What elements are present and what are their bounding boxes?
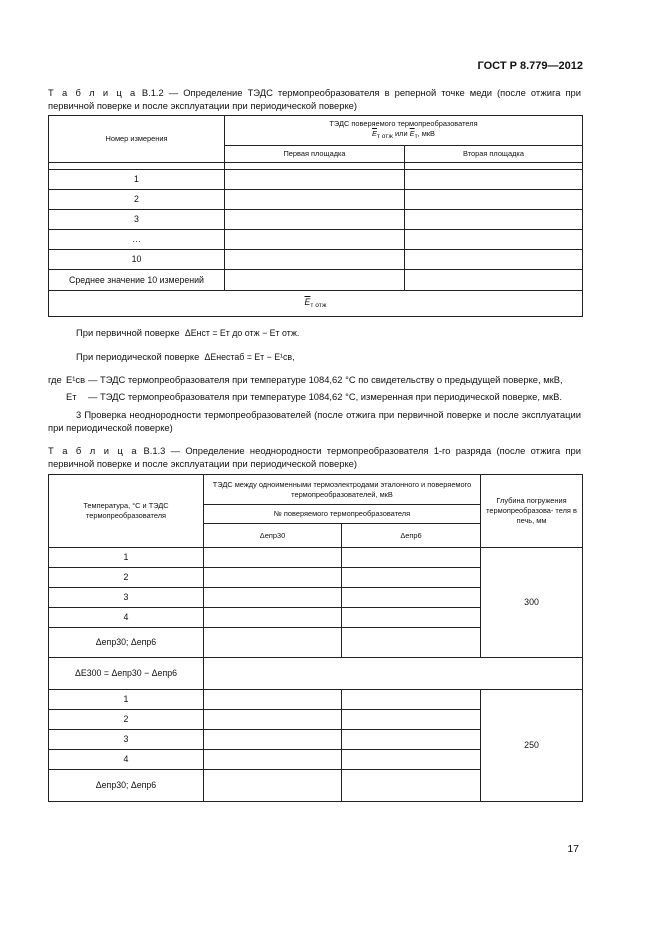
col-pr30-header: Δeпр30 <box>204 524 342 548</box>
caption-prefix: Т а б л и ц а <box>48 87 137 98</box>
table-row-label: Среднее значение 10 измерений <box>49 270 225 291</box>
table-row-label: 1 <box>49 548 204 568</box>
primary-formula: ΔEнст = Eт до отж − Eт отж. <box>184 328 300 338</box>
table-b12 <box>48 115 583 317</box>
table-row-label: 1 <box>49 170 225 190</box>
table-row-label: … <box>49 230 225 250</box>
table-row-label: 4 <box>49 750 204 770</box>
primary-formula-line: При первичной поверке ΔEнст = Eт до отж − Eт отж. <box>76 327 300 338</box>
col-tedc-title: ТЭДС поверяемого термопреобразователя <box>329 119 478 128</box>
caption-text: В.1.3 — Определение неоднородности термопреобразователя 1-го разряда (после отжига при первичной поверке и после эксплуатации при периодической поверке) <box>48 445 582 469</box>
table-row-label: 4 <box>49 608 204 628</box>
where-symbol-1: E¹св <box>66 374 86 385</box>
delta-row-label: ΔE300 = Δeпр30 − Δeпр6 <box>49 658 204 690</box>
depth-value-1: 300 <box>481 548 583 658</box>
depth-value-2: 250 <box>481 690 583 802</box>
col-second-header: Вторая площадка <box>405 146 583 163</box>
table-row-label: 3 <box>49 730 204 750</box>
table-row-label: 1 <box>49 690 204 710</box>
table-row-label: 10 <box>49 250 225 270</box>
paragraph-3: 3 Проверка неоднородности термопреобразователей (после отжига при первичной поверке и после эксплуатации при периодической поверке) <box>48 409 581 433</box>
col-depth-header: Глубина погружения термопреобразова- теля в печь, мм <box>481 475 583 548</box>
col-tedc-header: ТЭДС между одноименными термоэлектродами эталонного и поверяемого термопреобразователей, мкВ <box>204 475 481 505</box>
caption-text: В.1.2 — Определение ТЭДС термопреобразователя в реперной точке меди (после отжига при первичной поверке и после эксплуатации при периодической поверке) <box>48 87 582 111</box>
col-measure-header: Номер измерения <box>49 116 225 163</box>
col-tedc-header <box>225 116 583 146</box>
table-b12-footer: $\overline{E}_{т отж}$ <box>49 291 583 317</box>
where-text-1: — ТЭДС термопреобразователя при температуре 1084,62 °С по свидетельству о предыдущей поверке, мкВ, <box>88 374 563 385</box>
table-row-label: 2 <box>49 710 204 730</box>
caption-prefix: Т а б л и ц а <box>48 445 139 456</box>
col-tedc-symbol: $\overline{E}_{т отж}$ или $\overline{E}_т$, мкВ <box>372 129 435 140</box>
table-row-label: 2 <box>49 568 204 588</box>
doc-code: ГОСТ Р 8.779—2012 <box>477 60 583 72</box>
where-word: где <box>48 374 62 385</box>
col-num-header: № поверяемого термопреобразователя <box>204 505 481 524</box>
periodic-formula: ΔEнестаб = Eт − E¹св, <box>204 352 295 362</box>
table-row-label: 3 <box>49 210 225 230</box>
table-b12-caption <box>48 87 581 112</box>
table-row-label: 2 <box>49 190 225 210</box>
mean-row-label: Δeпр30; Δeпр6 <box>49 770 204 802</box>
where-symbol-2: Eт <box>66 391 77 402</box>
col-temp-header: Температура, °С и ТЭДС термопреобразователя <box>49 475 204 548</box>
table-row-label: 3 <box>49 588 204 608</box>
col-pr6-header: Δeпр6 <box>342 524 481 548</box>
where-text-2: — ТЭДС термопреобразователя при температуре 1084,62 °С, измеренная при периодической поверке, мкВ. <box>88 391 562 402</box>
periodic-formula-line: При периодической поверке ΔEнестаб = Eт − E¹св, <box>76 351 295 362</box>
table-b13-caption <box>48 445 581 470</box>
col-first-header: Первая площадка <box>225 146 405 163</box>
mean-row-label: Δeпр30; Δeпр6 <box>49 628 204 658</box>
table-b13 <box>48 474 583 802</box>
page-number: 17 <box>567 843 579 855</box>
